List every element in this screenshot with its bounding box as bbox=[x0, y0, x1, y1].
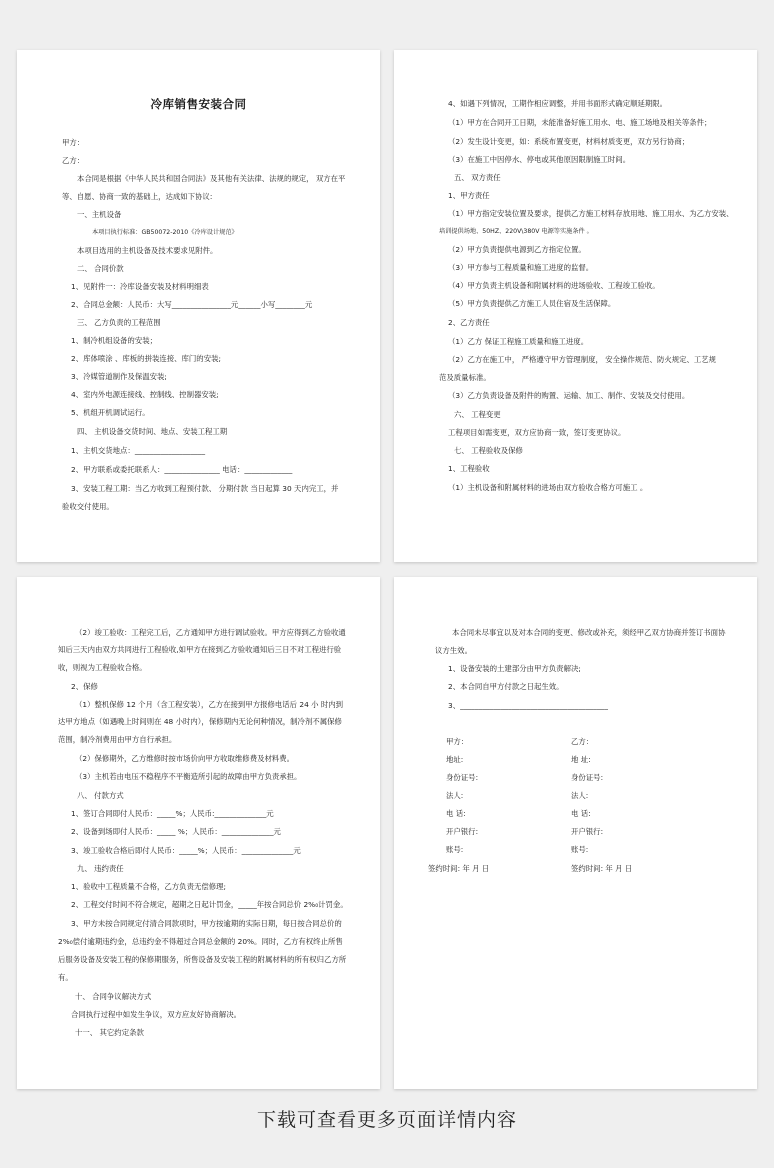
text-line: 本项目选用的主机设备及技术要求见附件。 bbox=[77, 246, 218, 255]
text-line: （1）整机保修 12 个月（含工程安装），乙方在接到甲方报修电话后 24 小 时内到 bbox=[75, 700, 344, 709]
text-line: 3、安装工程工期：当乙方收到工程预付款、 分期付款 当日起算 30 天内完工，并 bbox=[71, 484, 339, 493]
text-line: 2、保修 bbox=[71, 682, 98, 691]
sign-left-party: 甲方： bbox=[446, 737, 469, 746]
text-line: 3、冷媒管道制作及保温安装; bbox=[71, 372, 167, 381]
text-line: （2）甲方负责提供电源到乙方指定位置。 bbox=[448, 245, 586, 254]
text-line: （1）甲方在合同开工日期，未能准备好施工用水、电、施工场地及相关等条件； bbox=[448, 118, 712, 127]
text-line: （3）乙方负责设备及附件的购置、运输、加工、制作、安装及交付使用。 bbox=[448, 391, 690, 400]
sign-left-address: 地址: bbox=[446, 755, 464, 764]
text-line: 本合同是根据《中华人民共和国合同法》及其他有关法律、法规的规定， 双方在平 bbox=[77, 174, 346, 183]
text-line: 收，则视为工程验收合格。 bbox=[58, 663, 147, 672]
text-line: 范及质量标准。 bbox=[439, 373, 491, 382]
section-heading: 五、 双方责任 bbox=[454, 173, 501, 182]
text-line: （2）发生设计变更，如：系统布置变更，材料材质变更，双方另行协商； bbox=[448, 137, 690, 146]
contract-title: 冷库销售安装合同 bbox=[150, 97, 247, 111]
sign-left-account: 账号: bbox=[446, 845, 464, 854]
text-line: 2、乙方责任 bbox=[448, 318, 490, 327]
text-line: 验收交付使用。 bbox=[62, 502, 114, 511]
download-more-caption: 下载可查看更多页面详情内容 bbox=[256, 1109, 517, 1131]
contract-page-3 bbox=[17, 577, 380, 1089]
contract-page-4 bbox=[394, 577, 757, 1089]
sign-left-legal: 法人: bbox=[446, 791, 464, 800]
text-line: 后服务设备及安装工程的保修期服务，所售设备及安装工程的附属材料的所有权归乙方所 bbox=[58, 955, 347, 964]
text-line: （3）在施工中因停水、停电或其他原因限制施工时间。 bbox=[448, 155, 631, 164]
text-line: 培训提供场地、50HZ、220V\380V 电源等实施条件 。 bbox=[439, 228, 593, 235]
text-line: 1、设备安装的土建部分由甲方负责解决; bbox=[448, 664, 581, 673]
section-heading: 三、 乙方负责的工程范围 bbox=[77, 318, 161, 327]
sign-right-phone: 电 话: bbox=[571, 809, 591, 818]
sign-left-bank: 开户银行: bbox=[446, 827, 479, 836]
text-line: 工程项目如需变更，双方应协商一致，签订变更协议。 bbox=[448, 428, 626, 437]
text-line: 达甲方地点（如遇晚上时间则在 48 小时内），保修期内无论何种情况，制冷剂不属保修 bbox=[58, 717, 342, 726]
section-heading: 一、主机设备 bbox=[77, 210, 122, 219]
section-heading: 十、 合同争议解决方式 bbox=[75, 992, 152, 1001]
sign-left-date: 签约时间: 年 月 日 bbox=[428, 864, 490, 873]
text-line: 4、如遇下列情况，工期作相应调整，并用书面形式确定顺延期限。 bbox=[448, 99, 668, 108]
text-line: 1、工程验收 bbox=[448, 464, 490, 473]
text-line: 有。 bbox=[58, 973, 73, 982]
text-line: （1）甲方指定安装位置及要求，提供乙方施工材料存放用地、施工用水、为乙方安装、 bbox=[448, 209, 734, 218]
sign-right-party: 乙方： bbox=[571, 737, 594, 746]
text-line: （4）甲方负责主机设备和附属材料的进场验收、工程竣工验收。 bbox=[448, 281, 660, 290]
text-line: （5）甲方负责提供乙方施工人员住宿及生活保障。 bbox=[448, 299, 616, 308]
text-line: 合同执行过程中如发生争议，双方应友好协商解决。 bbox=[71, 1010, 241, 1019]
section-heading: 八、 付款方式 bbox=[77, 791, 124, 800]
text-line: 等、自愿、协商一致的基础上，达成如下协议: bbox=[62, 192, 213, 201]
text-line: （3）主机若由电压不稳程序不平衡造所引起的故障由甲方负责承担。 bbox=[75, 772, 302, 781]
party-a-label: 甲方： bbox=[62, 138, 85, 147]
party-b-label: 乙方： bbox=[62, 156, 85, 165]
contract-page-2 bbox=[394, 50, 757, 562]
text-line: 本项目执行标准：GB50072-2010《冷库设计规范》 bbox=[92, 229, 238, 236]
text-line: （2）乙方在施工中， 严格遵守甲方管理制度， 安全操作规范、防火规定、工艺规 bbox=[448, 355, 717, 364]
text-line: 5、机组开机调试运行。 bbox=[71, 408, 150, 417]
section-heading: 四、 主机设备交货时间、地点、安装工程工期 bbox=[77, 427, 228, 436]
sign-right-bank: 开户银行: bbox=[571, 827, 604, 836]
text-line: 本合同未尽事宜以及对本合同的变更、修改或补充，须经甲乙双方协商并签订书面协 bbox=[452, 628, 726, 637]
section-heading: 九、 违约责任 bbox=[77, 864, 124, 873]
text-line: （1）主机设备和附属材料的进场由双方验收合格方可施工 。 bbox=[448, 483, 648, 492]
text-line: （3）甲方参与工程质量和施工进度的监督。 bbox=[448, 263, 594, 272]
text-line: 3、竣工验收合格后即付人民币：_____%；人民币：______________元 bbox=[71, 846, 301, 855]
text-line: 知后三天内由双方共同进行工程验收,如甲方在接到乙方验收通知后三日不对工程进行验 bbox=[58, 645, 342, 654]
text-line: 2、本合同自甲方付款之日起生效。 bbox=[448, 682, 564, 691]
sign-left-id: 身份证号: bbox=[446, 773, 479, 782]
text-line: 2、合同总金额：人民币：大写________________元______小写________元 bbox=[71, 300, 313, 309]
sign-right-date: 签约时间: 年 月 日 bbox=[571, 864, 633, 873]
text-line: 2、库体喷涂 、库板的拼装连接、库门的安装; bbox=[71, 354, 221, 363]
text-line: 2、设备到场即付人民币：_____ %；人民币：______________元 bbox=[71, 827, 281, 836]
contract-page-1 bbox=[17, 50, 380, 562]
text-line: （2）保修期外，乙方维修时按市场价向甲方收取维修费及材料费。 bbox=[75, 754, 295, 763]
section-heading: 十一、 其它约定条款 bbox=[75, 1028, 144, 1037]
text-line: 1、签订合同即付人民币：_____%；人民币:______________元 bbox=[71, 809, 274, 818]
section-heading: 六、 工程变更 bbox=[454, 410, 501, 419]
sign-right-address: 地 址: bbox=[571, 755, 591, 764]
text-line: 1、验收中工程质量不合格，乙方负责无偿修理; bbox=[71, 882, 227, 891]
text-line: 2、工程交付时间不符合规定，超期之日起计罚金，_____年按合同总价 2%₀计罚金。 bbox=[71, 900, 348, 909]
text-line: 议方生效。 bbox=[435, 646, 472, 655]
text-line: 3、________________________________________ bbox=[448, 701, 608, 710]
text-line: 1、主机交货地点：___________________ bbox=[71, 446, 206, 455]
section-heading: 二、 合同价款 bbox=[77, 264, 124, 273]
text-line: 1、制冷机组设备的安装； bbox=[71, 336, 158, 345]
text-line: 4、室内外电源连接线、控制线、控制器安装; bbox=[71, 390, 219, 399]
sign-right-id: 身份证号: bbox=[571, 773, 604, 782]
sign-right-account: 账号: bbox=[571, 845, 589, 854]
sign-left-phone: 电 话: bbox=[446, 809, 466, 818]
text-line: 2、甲方联系或委托联系人：_______________ 电话：_____________ bbox=[71, 465, 293, 474]
text-line: 1、甲方责任 bbox=[448, 191, 490, 200]
text-line: （1）乙方 保证工程施工质量和施工进度。 bbox=[448, 337, 589, 346]
section-heading: 七、 工程验收及保修 bbox=[454, 446, 523, 455]
text-line: （2）竣工验收：工程完工后，乙方通知甲方进行调试验收。甲方应得到乙方验收通 bbox=[75, 628, 346, 637]
sign-right-legal: 法人: bbox=[571, 791, 589, 800]
text-line: 3、甲方未按合同规定付清合同款项时，甲方按逾期的实际日期，每日按合同总价的 bbox=[71, 919, 342, 928]
text-line: 2%₀偿付逾期违约金，总违约金不得超过合同总金额的 20%。同时，乙方有权终止所售 bbox=[58, 937, 343, 946]
text-line: 范围，制冷剂费用由甲方自行承担。 bbox=[58, 735, 177, 744]
text-line: 1、见附件一：冷库设备安装及材料明细表 bbox=[71, 282, 209, 291]
